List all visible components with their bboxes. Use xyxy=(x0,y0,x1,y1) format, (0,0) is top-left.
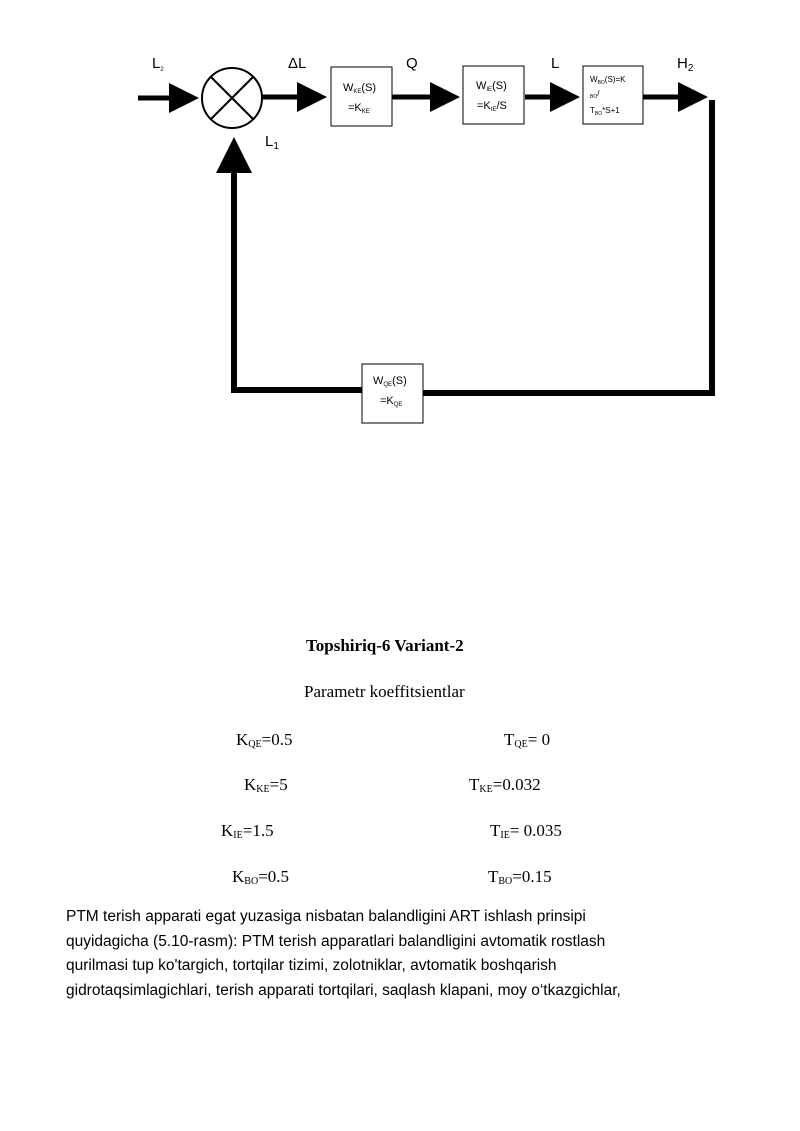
block-ke xyxy=(331,67,392,126)
param-tke: $T_{KE}=0.032$ xyxy=(469,775,541,795)
body-line: gidrotaqsimlagichlari, terish apparati tortqilari, saqlash klapani, moy o‘tkazgichlar, xyxy=(66,981,621,999)
block-ke-line1: WKE(S) xyxy=(343,82,377,95)
param-tie: $T_{IE}= 0.035$ xyxy=(490,821,562,841)
signal-label-l: L xyxy=(551,55,560,72)
block-qe-line2: =KQE xyxy=(380,395,403,408)
body-line: qurilmasi tup ko'targich, tortqilar tizimi, zolotniklar, avtomatik boshqarish xyxy=(66,957,557,974)
block-bo-line3: $T_{BO}*S+1$ xyxy=(590,106,620,117)
body-line: PTM terish apparati egat yuzasiga nisbatan balandligini ART ishlash prinsipi xyxy=(66,908,586,925)
feedback-line-right xyxy=(423,100,712,393)
params-heading: Parametr koeffitsientlar xyxy=(304,682,465,701)
task-title: Topshiriq-6 Variant-2 xyxy=(306,636,464,655)
block-ke-line2: =KKE xyxy=(348,102,370,115)
block-qe-line1: WQE(S) xyxy=(373,375,407,388)
block-bo-line2: BO/ xyxy=(590,89,600,100)
block-qe xyxy=(362,364,423,423)
signal-label-l2: $L_2$ xyxy=(152,55,164,73)
block-ie-line2: =KIE/S xyxy=(477,100,507,113)
param-tqe: $T_{QE}= 0$ xyxy=(504,730,551,750)
signal-label-delta-l: ΔL xyxy=(288,55,307,72)
signal-label-l1: $L_1$ xyxy=(265,133,279,152)
block-ie-line1: WIE(S) xyxy=(476,80,507,93)
param-tbo: $T_{BO}=0.15$ xyxy=(488,867,552,887)
param-kke: $K_{KE}=5$ xyxy=(244,775,288,795)
block-ie xyxy=(463,66,524,124)
body-line: quyidagicha (5.10-rasm): PTM terish apparatlari balandligini avtomatik rostlash xyxy=(66,932,606,950)
body-paragraph xyxy=(66,905,746,1003)
signal-label-q: Q xyxy=(406,55,418,72)
block-bo-line1: $W_{BO}(S)=K$ xyxy=(590,75,626,86)
summing-junction xyxy=(202,68,262,128)
param-kbo: $K_{BO}=0.5$ xyxy=(232,867,290,887)
block-diagram xyxy=(0,0,800,470)
param-kqe: $K_{QE}=0.5$ xyxy=(236,730,293,750)
signal-label-h2: $H_2$ xyxy=(677,55,694,74)
param-kie: $K_{IE}=1.5$ xyxy=(221,821,274,841)
